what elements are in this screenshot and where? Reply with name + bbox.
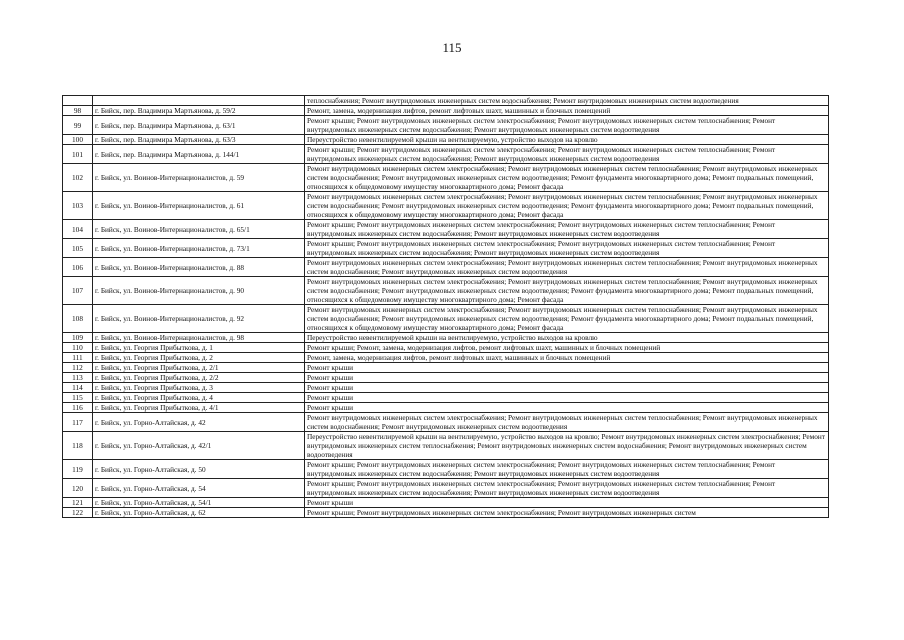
table-row [63,498,829,508]
table-row [63,413,829,432]
table-row [63,305,829,333]
row-work-list: Ремонт внутридомовых инженерных систем электроснабжения; Ремонт внутридомовых инженерных систем теплоснабжения; Ремонт внутридомовых инженерных систем водоснабжения; Ремонт внутридомовых инженерных систем водоотведения; Ремонт фундамента многоквартирного дома; Ремонт подвальных помещений, относящихся к общедомовому имуществу многоквартирного дома; Ремонт фасада [305,277,829,305]
row-work-list: Ремонт внутридомовых инженерных систем электроснабжения; Ремонт внутридомовых инженерных систем теплоснабжения; Ремонт внутридомовых инженерных систем водоснабжения; Ремонт внутридомовых инженерных систем водоотведения; Ремонт фундамента многоквартирного дома; Ремонт подвальных помещений, относящихся к общедомовому имуществу многоквартирного дома; Ремонт фасада [305,164,829,192]
table-row [63,383,829,393]
row-address: г. Бийск, ул. Воинов-Интернационалистов, д. 65/1 [93,220,305,239]
row-work-list: Ремонт, замена, модернизация лифтов, ремонт лифтовых шахт, машинных и блочных помещений [305,106,829,116]
row-number: 99 [63,116,93,135]
row-number: 114 [63,383,93,393]
row-work-list: Ремонт крыши [305,373,829,383]
row-number: 103 [63,192,93,220]
row-address: г. Бийск, ул. Воинов-Интернационалистов, д. 73/1 [93,239,305,258]
row-number: 120 [63,479,93,498]
table-row [63,508,829,518]
row-number: 104 [63,220,93,239]
row-address: г. Бийск, ул. Горно-Алтайская, д. 42/1 [93,432,305,460]
table-row [63,363,829,373]
row-work-list: Ремонт крыши [305,363,829,373]
table-row [63,353,829,363]
row-number: 110 [63,343,93,353]
row-address: г. Бийск, ул. Воинов-Интернационалистов, д. 61 [93,192,305,220]
table-row [63,164,829,192]
row-address [93,96,305,106]
row-number: 109 [63,333,93,343]
row-work-list: Ремонт крыши; Ремонт внутридомовых инженерных систем электроснабжения; Ремонт внутридомовых инженерных систем теплоснабжения; Ремонт внутридомовых инженерных систем водоснабжения; Ремонт внутридомовых инженерных систем водоотведения [305,239,829,258]
row-number: 122 [63,508,93,518]
table-row [63,403,829,413]
row-number: 119 [63,460,93,479]
row-work-list: Ремонт крыши; Ремонт внутридомовых инженерных систем электроснабжения; Ремонт внутридомовых инженерных систем теплоснабжения; Ремонт внутридомовых инженерных систем водоснабжения; Ремонт внутридомовых инженерных систем водоотведения [305,460,829,479]
row-number [63,96,93,106]
row-address: г. Бийск, ул. Воинов-Интернационалистов, д. 59 [93,164,305,192]
row-work-list: Ремонт крыши [305,498,829,508]
row-number: 121 [63,498,93,508]
row-address: г. Бийск, ул. Горно-Алтайская, д. 54/1 [93,498,305,508]
row-address: г. Бийск, ул. Георгия Прибыткова, д. 1 [93,343,305,353]
table-row [63,460,829,479]
row-work-list: Ремонт крыши; Ремонт внутридомовых инженерных систем электроснабжения; Ремонт внутридомовых инженерных систем теплоснабжения; Ремонт внутридомовых инженерных систем водоснабжения; Ремонт внутридомовых инженерных систем водоотведения [305,145,829,164]
table-row [63,96,829,106]
table-row [63,432,829,460]
row-address: г. Бийск, ул. Воинов-Интернационалистов, д. 92 [93,305,305,333]
row-address: г. Бийск, ул. Горно-Алтайская, д. 50 [93,460,305,479]
row-work-list: Ремонт внутридомовых инженерных систем электроснабжения; Ремонт внутридомовых инженерных систем теплоснабжения; Ремонт внутридомовых инженерных систем водоснабжения; Ремонт внутридомовых инженерных систем водоотведения; Ремонт фундамента многоквартирного дома; Ремонт подвальных помещений, относящихся к общедомовому имуществу многоквартирного дома; Ремонт фасада [305,305,829,333]
row-number: 101 [63,145,93,164]
table-row [63,135,829,145]
row-work-list: Ремонт крыши; Ремонт внутридомовых инженерных систем электроснабжения; Ремонт внутридомовых инженерных систем теплоснабжения; Ремонт внутридомовых инженерных систем водоснабжения; Ремонт внутридомовых инженерных систем водоотведения [305,479,829,498]
row-address: г. Бийск, ул. Горно-Алтайская, д. 42 [93,413,305,432]
row-number: 112 [63,363,93,373]
row-number: 100 [63,135,93,145]
table-row [63,277,829,305]
row-number: 102 [63,164,93,192]
table-row [63,393,829,403]
row-address: г. Бийск, пер. Владимира Мартьянова, д. 63/1 [93,116,305,135]
row-work-list: Ремонт крыши; Ремонт внутридомовых инженерных систем электроснабжения; Ремонт внутридомовых инженерных систем теплоснабжения; Ремонт внутридомовых инженерных систем водоснабжения; Ремонт внутридомовых инженерных систем водоотведения [305,220,829,239]
row-work-list: Ремонт крыши [305,393,829,403]
row-number: 107 [63,277,93,305]
table-row [63,239,829,258]
table-row [63,106,829,116]
table-row [63,373,829,383]
row-work-list: Ремонт, замена, модернизация лифтов, ремонт лифтовых шахт, машинных и блочных помещений [305,353,829,363]
row-work-list: Ремонт крыши; Ремонт внутридомовых инженерных систем электроснабжения; Ремонт внутридомовых инженерных систем теплоснабжения; Ремонт внутридомовых инженерных систем водоснабжения; Ремонт внутридомовых инженерных систем водоотведения [305,116,829,135]
row-address: г. Бийск, ул. Воинов-Интернационалистов, д. 90 [93,277,305,305]
page-number: 115 [442,40,462,55]
table-row [63,192,829,220]
table-row [63,116,829,135]
row-number: 117 [63,413,93,432]
row-address: г. Бийск, пер. Владимира Мартьянова, д. 59/2 [93,106,305,116]
row-work-list: Переустройство невентилируемой крыши на вентилируемую, устройство выходов на кровлю; Ремонт внутридомовых инженерных систем электроснабжения; Ремонт внутридомовых инженерных систем теплоснабжения; Ремонт внутридомовых инженерных систем водоснабжения; Ремонт внутридомовых инженерных систем водоотведения [305,432,829,460]
row-address: г. Бийск, ул. Георгия Прибыткова, д. 4/1 [93,403,305,413]
works-table-body [63,96,829,518]
row-work-list: Ремонт крыши [305,383,829,393]
row-number: 105 [63,239,93,258]
row-number: 106 [63,258,93,277]
row-work-list: Ремонт крыши; Ремонт, замена, модернизация лифтов, ремонт лифтовых шахт, машинных и блочных помещений [305,343,829,353]
row-work-list: Переустройство невентилируемой крыши на вентилируемую, устройство выходов на кровлю [305,135,829,145]
row-address: г. Бийск, ул. Георгия Прибыткова, д. 4 [93,393,305,403]
row-number: 118 [63,432,93,460]
row-address: г. Бийск, ул. Горно-Алтайская, д. 62 [93,508,305,518]
row-address: г. Бийск, ул. Горно-Алтайская, д. 54 [93,479,305,498]
row-number: 98 [63,106,93,116]
row-work-list: теплоснабжения; Ремонт внутридомовых инженерных систем водоснабжения; Ремонт внутридомовых инженерных систем водоотведения [305,96,829,106]
row-work-list: Ремонт внутридомовых инженерных систем электроснабжения; Ремонт внутридомовых инженерных систем теплоснабжения; Ремонт внутридомовых инженерных систем водоснабжения; Ремонт внутридомовых инженерных систем водоотведения [305,413,829,432]
row-address: г. Бийск, ул. Георгия Прибыткова, д. 3 [93,383,305,393]
table-row [63,479,829,498]
table-row [63,333,829,343]
row-address: г. Бийск, ул. Георгия Прибыткова, д. 2/1 [93,363,305,373]
table-row [63,258,829,277]
row-address: г. Бийск, ул. Георгия Прибыткова, д. 2 [93,353,305,363]
row-address: г. Бийск, ул. Воинов-Интернационалистов, д. 98 [93,333,305,343]
row-work-list: Ремонт внутридомовых инженерных систем электроснабжения; Ремонт внутридомовых инженерных систем теплоснабжения; Ремонт внутридомовых инженерных систем водоснабжения; Ремонт внутридомовых инженерных систем водоотведения; Ремонт фундамента многоквартирного дома; Ремонт подвальных помещений, относящихся к общедомовому имуществу многоквартирного дома; Ремонт фасада [305,192,829,220]
row-work-list: Переустройство невентилируемой крыши на вентилируемую, устройство выходов на кровлю [305,333,829,343]
row-address: г. Бийск, ул. Воинов-Интернационалистов, д. 88 [93,258,305,277]
row-address: г. Бийск, пер. Владимира Мартьянова, д. 63/3 [93,135,305,145]
row-work-list: Ремонт крыши; Ремонт внутридомовых инженерных систем электроснабжения; Ремонт внутридомовых инженерных систем [305,508,829,518]
row-number: 111 [63,353,93,363]
table-row [63,220,829,239]
row-address: г. Бийск, пер. Владимира Мартьянова, д. 144/1 [93,145,305,164]
table-row [63,145,829,164]
row-work-list: Ремонт крыши [305,403,829,413]
row-work-list: Ремонт внутридомовых инженерных систем электроснабжения; Ремонт внутридомовых инженерных систем теплоснабжения; Ремонт внутридомовых инженерных систем водоснабжения; Ремонт внутридомовых инженерных систем водоотведения [305,258,829,277]
row-number: 115 [63,393,93,403]
row-number: 116 [63,403,93,413]
row-address: г. Бийск, ул. Георгия Прибыткова, д. 2/2 [93,373,305,383]
row-number: 113 [63,373,93,383]
row-number: 108 [63,305,93,333]
works-table [62,95,829,518]
table-row [63,343,829,353]
